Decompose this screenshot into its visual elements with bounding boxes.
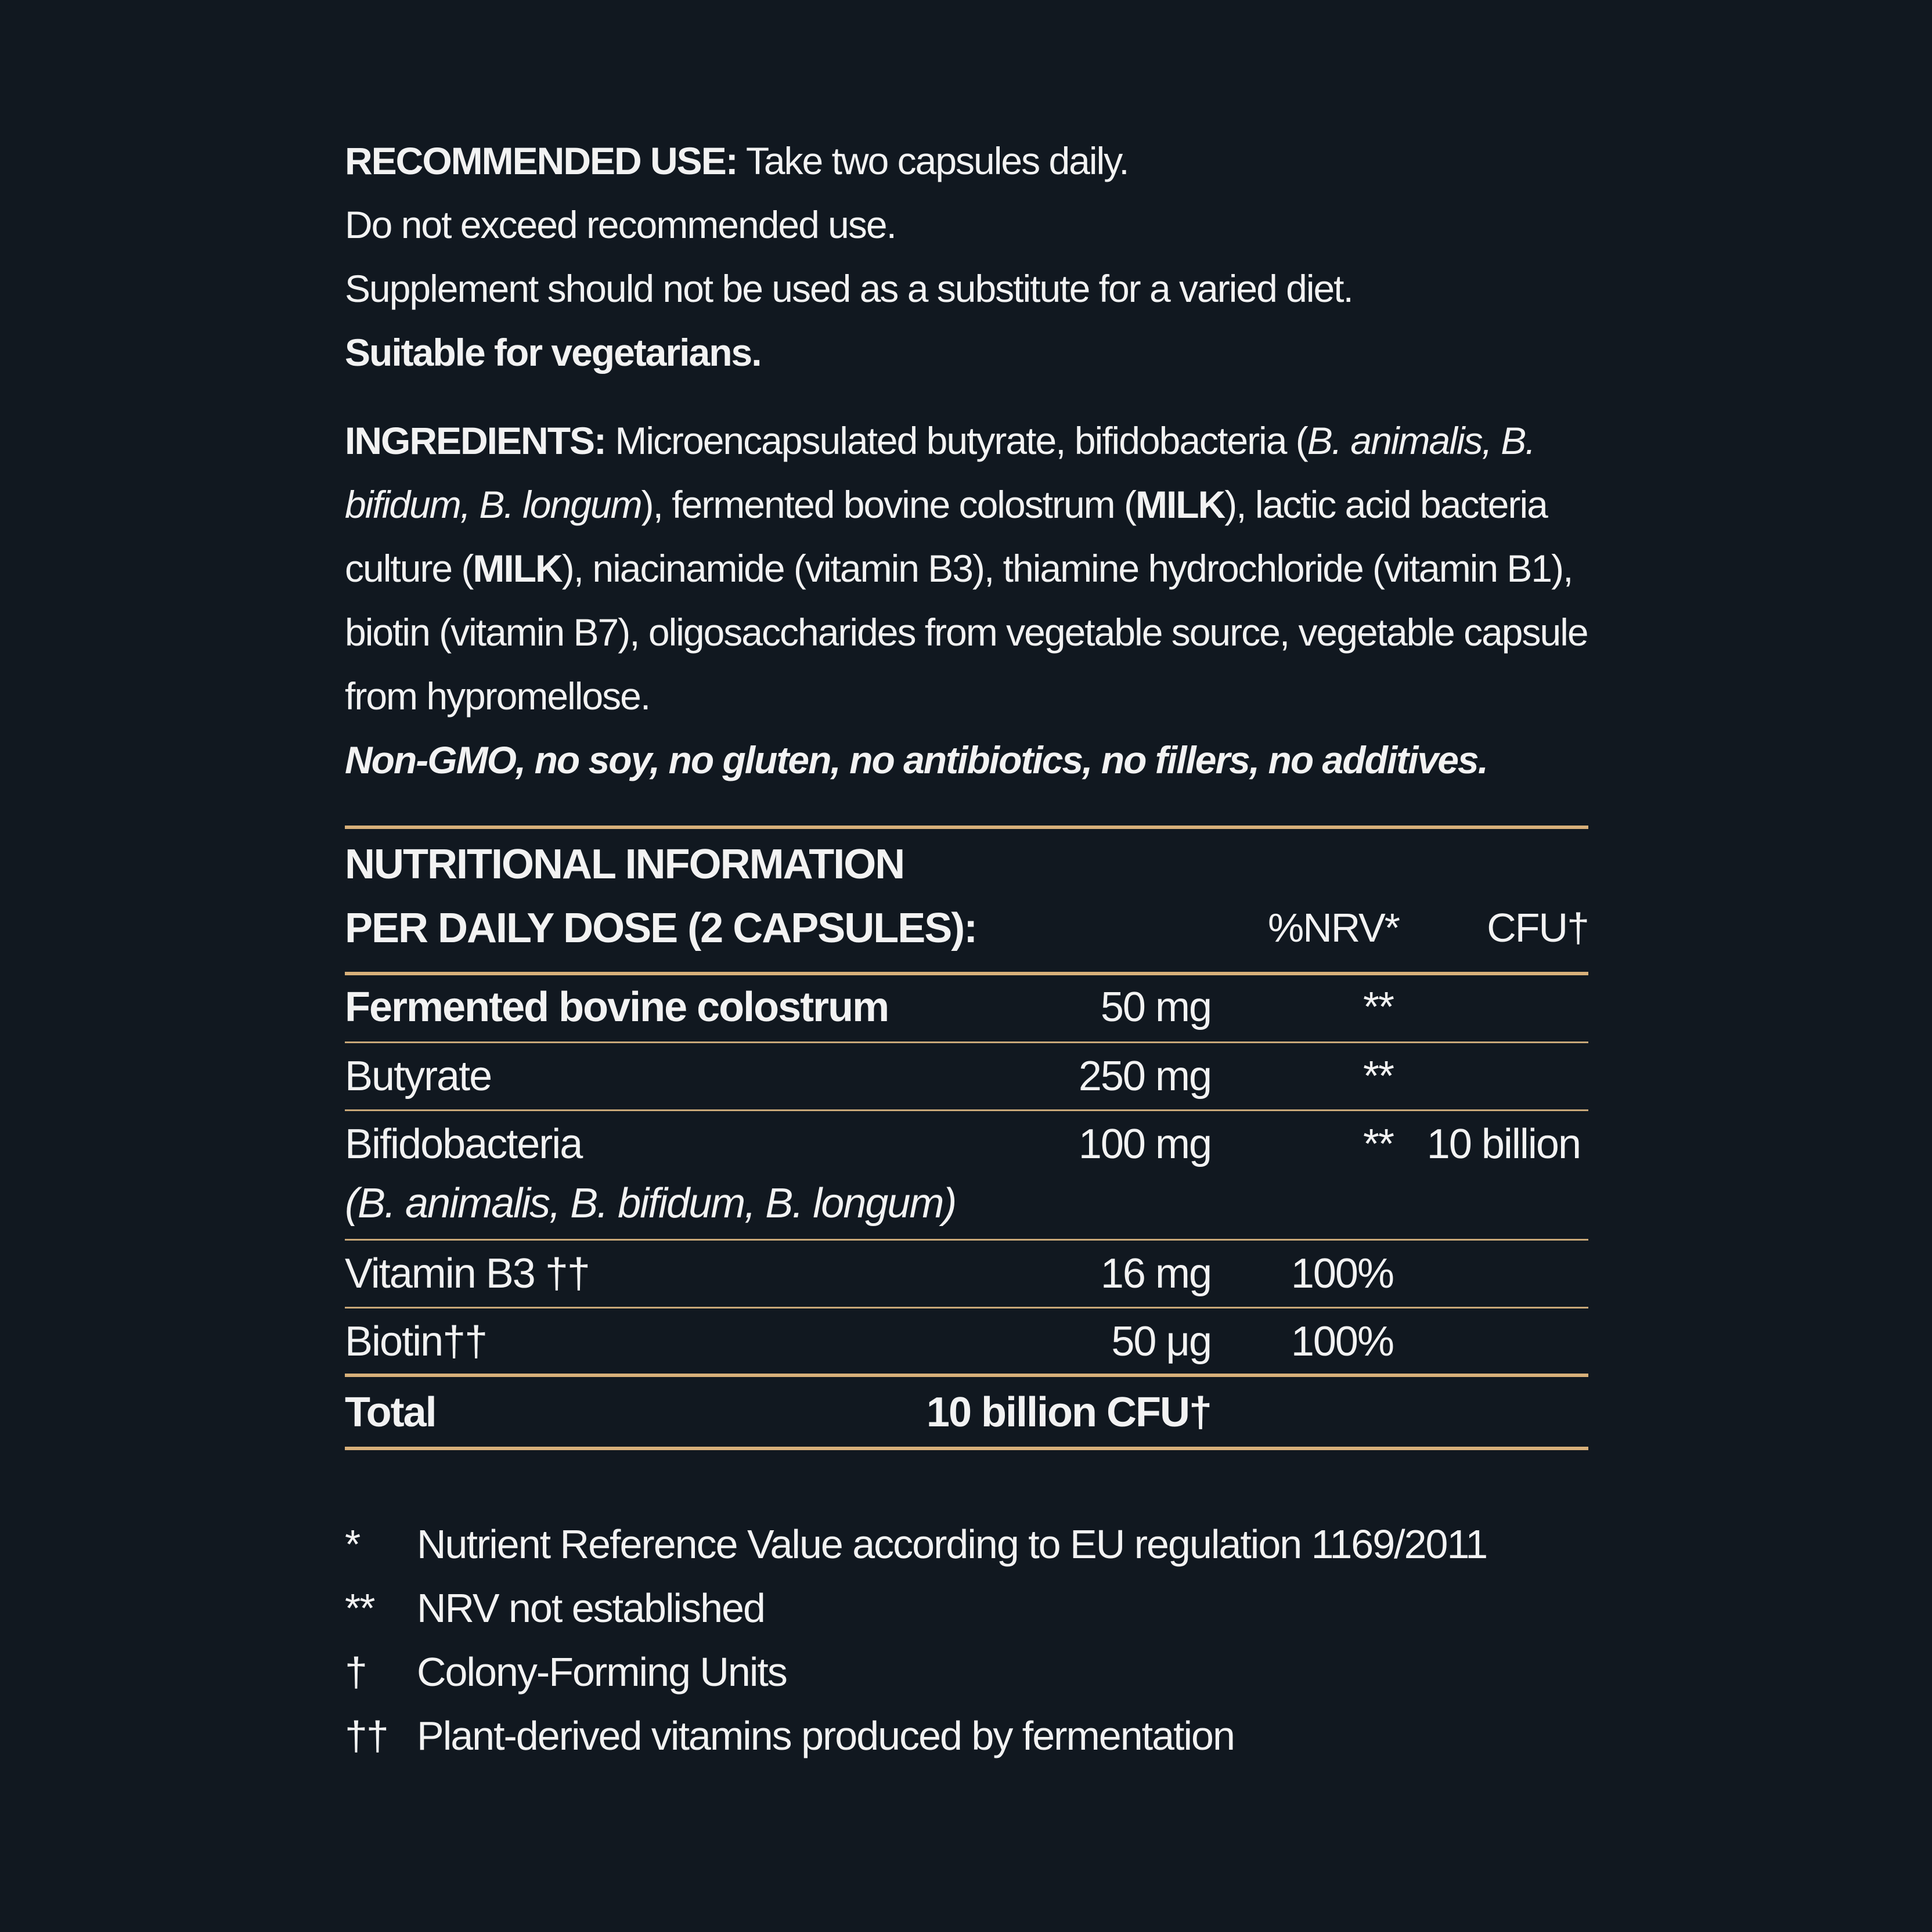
footnote-item [345, 1713, 1588, 1776]
total-label: Total [345, 1389, 436, 1436]
ingredients-label: INGREDIENTS: [345, 419, 606, 462]
footnote-symbol: ** [345, 1585, 374, 1631]
nutrient-nrv: ** [1363, 984, 1393, 1030]
ingredients-section [345, 409, 1588, 792]
table-header [345, 829, 1588, 972]
nutrition-heading-line1: NUTRITIONAL INFORMATION [345, 841, 904, 888]
nutrient-cfu: 10 billion [1426, 1121, 1580, 1167]
table-row [345, 1111, 1588, 1239]
footnote-text: Plant-derived vitamins produced by fermentation [417, 1713, 1234, 1758]
recommended-use-section [345, 129, 1588, 384]
ingredients-text: ), fermented bovine colostrum ( [641, 483, 1136, 526]
label-content [345, 129, 1588, 1776]
ingredients-line2 [345, 473, 1588, 536]
nutrition-table [345, 826, 1588, 1450]
table-row [345, 1043, 1588, 1109]
nutrient-amount: 100 mg [1078, 1121, 1211, 1167]
footnote-text: Colony-Forming Units [417, 1649, 787, 1695]
nutrient-nrv: 100% [1291, 1318, 1393, 1365]
recommended-use-label: RECOMMENDED USE: [345, 139, 737, 182]
ingredients-species: bifidum, B. longum [345, 483, 641, 526]
table-row [345, 1309, 1588, 1374]
nutrient-subtext: (B. animalis, B. bifidum, B. longum) [345, 1180, 956, 1227]
table-bottom-rule [345, 1447, 1588, 1450]
nutrient-name: Butyrate [345, 1053, 492, 1100]
table-row [345, 1241, 1588, 1307]
nutrient-nrv: ** [1363, 1121, 1393, 1167]
table-row [345, 975, 1588, 1041]
recommended-use-line1 [345, 129, 1588, 193]
ingredients-line4: biotin (vitamin B7), oligosaccharides from vegetable source, vegetable capsule [345, 611, 1588, 654]
ingredients-text: culture ( [345, 547, 473, 590]
total-value: 10 billion CFU† [926, 1389, 1211, 1436]
ingredients-text: ), niacinamide (vitamin B3), thiamine hydrochloride (vitamin B1), [561, 547, 1573, 590]
footnote-symbol: † [345, 1649, 366, 1695]
total-row [345, 1377, 1588, 1447]
column-header-nrv: %NRV* [1268, 905, 1400, 950]
footnote-item [345, 1585, 1588, 1649]
footnote-symbol: †† [345, 1713, 388, 1758]
nutrient-name: Fermented bovine colostrum [345, 984, 889, 1030]
footnote-text: Nutrient Reference Value according to EU regulation 1169/2011 [417, 1522, 1487, 1567]
footnote-text: NRV not established [417, 1585, 765, 1631]
recommended-use-line3: Supplement should not be used as a substitute for a varied diet. [345, 267, 1353, 310]
footnotes [345, 1521, 1588, 1776]
footnote-symbol: * [345, 1522, 360, 1567]
ingredients-species: B. animalis, B. [1307, 419, 1535, 462]
recommended-use-text: Take two capsules daily. [737, 139, 1129, 182]
vegetarian-note: Suitable for vegetarians. [345, 331, 761, 374]
ingredients-line5: from hypromellose. [345, 675, 650, 718]
footnote-item [345, 1521, 1588, 1585]
nutrition-heading-line2: PER DAILY DOSE (2 CAPSULES): [345, 905, 977, 951]
nutrient-nrv: ** [1363, 1053, 1393, 1100]
allergen-milk: MILK [1135, 483, 1225, 526]
nutrient-name: Biotin†† [345, 1318, 487, 1365]
column-header-cfu: CFU† [1487, 905, 1588, 950]
nutrient-amount: 250 mg [1078, 1053, 1211, 1100]
ingredients-text: ), lactic acid bacteria [1224, 483, 1547, 526]
ingredients-line3 [345, 536, 1588, 600]
nutrient-amount: 50 mg [1100, 984, 1211, 1030]
ingredients-text: Microencapsulated butyrate, bifidobacteria ( [605, 419, 1307, 462]
nutrient-amount: 50 μg [1111, 1318, 1211, 1365]
nutrient-nrv: 100% [1291, 1250, 1393, 1297]
footnote-item [345, 1649, 1588, 1713]
non-gmo-statement: Non-GMO, no soy, no gluten, no antibiotics, no fillers, no additives. [345, 738, 1487, 781]
recommended-use-line2: Do not exceed recommended use. [345, 203, 896, 246]
nutrient-name: Vitamin B3 †† [345, 1250, 589, 1297]
nutrient-amount: 16 mg [1100, 1250, 1211, 1297]
allergen-milk: MILK [473, 547, 562, 590]
ingredients-line1 [345, 409, 1588, 473]
nutrient-name: Bifidobacteria [345, 1121, 582, 1167]
